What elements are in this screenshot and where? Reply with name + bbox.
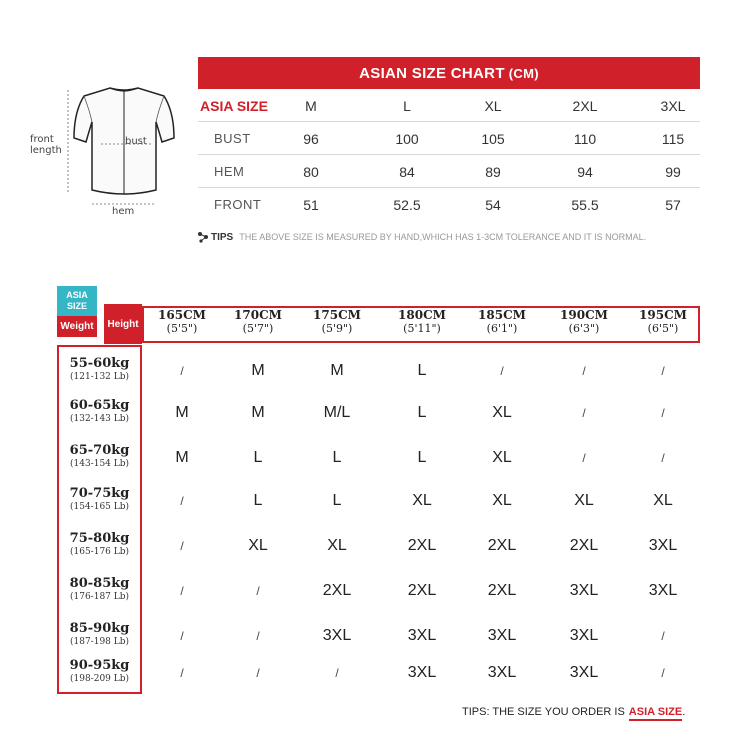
height-cm: 185CM	[478, 308, 526, 322]
weight-lb: (154-165 Lb)	[69, 502, 130, 512]
weight-row-header	[59, 486, 140, 513]
row-label: FRONT	[214, 197, 262, 212]
height-ft: (5'9")	[321, 322, 353, 335]
table-cell: 57	[665, 196, 681, 213]
size-cell: /	[582, 451, 586, 465]
size-cell: XL	[327, 537, 347, 554]
size-cell: /	[180, 539, 184, 553]
size-cell: 3XL	[407, 627, 437, 644]
hem-label: hem	[112, 206, 135, 217]
size-cell: /	[180, 629, 184, 643]
size-cell: 3XL	[569, 664, 599, 681]
height-column-header	[218, 308, 298, 335]
size-cell: 2XL	[569, 537, 599, 554]
size-cell: /	[180, 494, 184, 508]
size-header: M	[305, 97, 317, 114]
weight-lb: (132-143 Lb)	[69, 414, 130, 424]
weight-lb: (198-209 Lb)	[69, 674, 130, 684]
size-cell: 3XL	[487, 627, 517, 644]
size-cell: /	[180, 584, 184, 598]
height-column-header	[462, 308, 542, 335]
size-cell: L	[253, 449, 263, 466]
size-cell: 3XL	[407, 664, 437, 681]
order-size-tip	[462, 706, 685, 718]
size-cell: /	[256, 666, 260, 680]
height-ft: (5'7")	[242, 322, 274, 335]
size-cell: XL	[492, 492, 512, 509]
height-cm: 170CM	[234, 308, 282, 322]
size-cell: M	[251, 362, 265, 379]
size-header: 3XL	[660, 97, 686, 114]
table-cell: 94	[577, 163, 593, 180]
size-cell: 2XL	[322, 582, 352, 599]
size-cell: L	[332, 492, 342, 509]
asia-tag-line2: SIZE	[66, 301, 87, 311]
size-cell: XL	[248, 537, 268, 554]
asian-chart-header-row	[198, 89, 700, 122]
size-cell: /	[335, 666, 339, 680]
height-column-header	[623, 308, 703, 335]
weight-kg: 80-85kg	[69, 576, 130, 591]
weight-kg: 90-95kg	[69, 658, 130, 673]
height-column-header	[297, 308, 377, 335]
size-cell: XL	[492, 404, 512, 421]
height-ft: (6'5")	[647, 322, 679, 335]
size-cell: 2XL	[407, 537, 437, 554]
asia-size-header: ASIA SIZE	[200, 97, 268, 114]
size-cell: /	[180, 666, 184, 680]
height-header: Height	[104, 304, 142, 344]
table-cell: 110	[573, 130, 597, 147]
table-cell: 80	[303, 163, 319, 180]
height-cm: 180CM	[398, 308, 446, 322]
size-cell: /	[661, 406, 665, 420]
asia-size-tag	[57, 286, 97, 318]
size-cell: XL	[574, 492, 594, 509]
front-length-label	[30, 134, 62, 156]
size-header: L	[403, 97, 411, 114]
weight-kg: 85-90kg	[69, 621, 130, 636]
table-cell: 51	[303, 196, 319, 213]
size-cell: 3XL	[322, 627, 352, 644]
size-cell: /	[661, 364, 665, 378]
size-cell: /	[661, 451, 665, 465]
row-label: HEM	[214, 164, 245, 179]
size-cell: /	[256, 584, 260, 598]
height-ft: (6'1")	[486, 322, 518, 335]
bust-label: bust	[125, 136, 147, 147]
weight-row-header	[59, 398, 140, 425]
weight-lb: (187-198 Lb)	[69, 637, 130, 647]
asian-chart-title-text: ASIAN SIZE CHART	[359, 64, 505, 82]
height-column-header	[544, 308, 624, 335]
size-cell: 3XL	[569, 627, 599, 644]
tips-text: THE ABOVE SIZE IS MEASURED BY HAND,WHICH HAS 1-3CM TOLERANCE AND IT IS NORMAL.	[239, 232, 647, 242]
size-cell: M	[175, 404, 189, 421]
height-column-header	[142, 308, 222, 335]
size-cell: /	[661, 629, 665, 643]
front-length-line2: length	[30, 145, 62, 156]
size-cell: L	[417, 362, 427, 379]
size-cell: L	[417, 449, 427, 466]
size-cell: XL	[653, 492, 673, 509]
height-cm: 175CM	[313, 308, 361, 322]
size-cell: M	[251, 404, 265, 421]
weight-row-header	[59, 531, 140, 558]
table-cell: 100	[395, 130, 419, 147]
order-tip-end: .	[682, 706, 686, 718]
table-cell: 84	[399, 163, 415, 180]
height-column-header	[382, 308, 462, 335]
weight-kg: 75-80kg	[69, 531, 130, 546]
row-label: BUST	[214, 131, 251, 146]
weight-kg: 70-75kg	[69, 486, 130, 501]
height-ft: (5'11")	[403, 322, 441, 335]
height-cm: 165CM	[158, 308, 206, 322]
height-ft: (6'3")	[568, 322, 600, 335]
size-cell: L	[253, 492, 263, 509]
table-cell: 105	[481, 130, 505, 147]
size-cell: /	[180, 364, 184, 378]
size-cell: /	[582, 364, 586, 378]
weight-kg: 65-70kg	[69, 443, 130, 458]
size-cell: XL	[412, 492, 432, 509]
size-cell: 2XL	[407, 582, 437, 599]
weight-row-header	[59, 576, 140, 603]
height-cm: 190CM	[560, 308, 608, 322]
size-cell: /	[582, 406, 586, 420]
size-header: 2XL	[572, 97, 598, 114]
size-cell: /	[500, 364, 504, 378]
order-tip-text: TIPS: THE SIZE YOU ORDER IS	[462, 706, 625, 718]
weight-row-header	[59, 443, 140, 470]
size-cell: XL	[492, 449, 512, 466]
tips-label: TIPS	[211, 231, 234, 243]
weight-kg: 55-60kg	[69, 356, 130, 371]
size-cell: L	[332, 449, 342, 466]
size-cell: M	[175, 449, 189, 466]
weight-row-header	[59, 621, 140, 648]
asian-chart-row-hem	[198, 155, 700, 188]
weight-lb: (121-132 Lb)	[69, 372, 130, 382]
size-cell: 3XL	[487, 664, 517, 681]
table-cell: 115	[661, 130, 685, 147]
asia-tag-line1: ASIA	[66, 290, 88, 300]
size-cell: M	[330, 362, 344, 379]
table-cell: 96	[303, 130, 319, 147]
weight-lb: (165-176 Lb)	[69, 547, 130, 557]
size-header: XL	[484, 97, 502, 114]
size-cell: 3XL	[648, 537, 678, 554]
weight-row-header	[59, 356, 140, 383]
tips-icon	[197, 231, 209, 243]
asian-size-chart-title	[198, 57, 700, 89]
asian-chart-row-front	[198, 188, 700, 221]
size-cell: 3XL	[648, 582, 678, 599]
size-cell: 2XL	[487, 582, 517, 599]
size-cell: M/L	[323, 404, 351, 421]
weight-row-header	[59, 658, 140, 685]
asian-chart-row-bust	[198, 122, 700, 155]
size-cell: 3XL	[569, 582, 599, 599]
size-cell: /	[661, 666, 665, 680]
table-cell: 52.5	[393, 196, 421, 213]
weight-lb: (176-187 Lb)	[69, 592, 130, 602]
table-cell: 55.5	[571, 196, 599, 213]
height-cm: 195CM	[639, 308, 687, 322]
front-length-line1: front	[30, 134, 54, 145]
table-cell: 99	[665, 163, 681, 180]
weight-lb: (143-154 Lb)	[69, 459, 130, 469]
order-tip-highlight: ASIA SIZE	[629, 706, 682, 721]
weight-kg: 60-65kg	[69, 398, 130, 413]
height-ft: (5'5")	[166, 322, 198, 335]
tolerance-tip	[197, 230, 717, 244]
size-cell: /	[256, 629, 260, 643]
table-cell: 89	[485, 163, 501, 180]
asian-chart-title-unit: (CM)	[508, 65, 539, 81]
table-cell: 54	[485, 196, 501, 213]
size-cell: 2XL	[487, 537, 517, 554]
weight-header: Weight	[57, 316, 97, 337]
size-cell: L	[417, 404, 427, 421]
